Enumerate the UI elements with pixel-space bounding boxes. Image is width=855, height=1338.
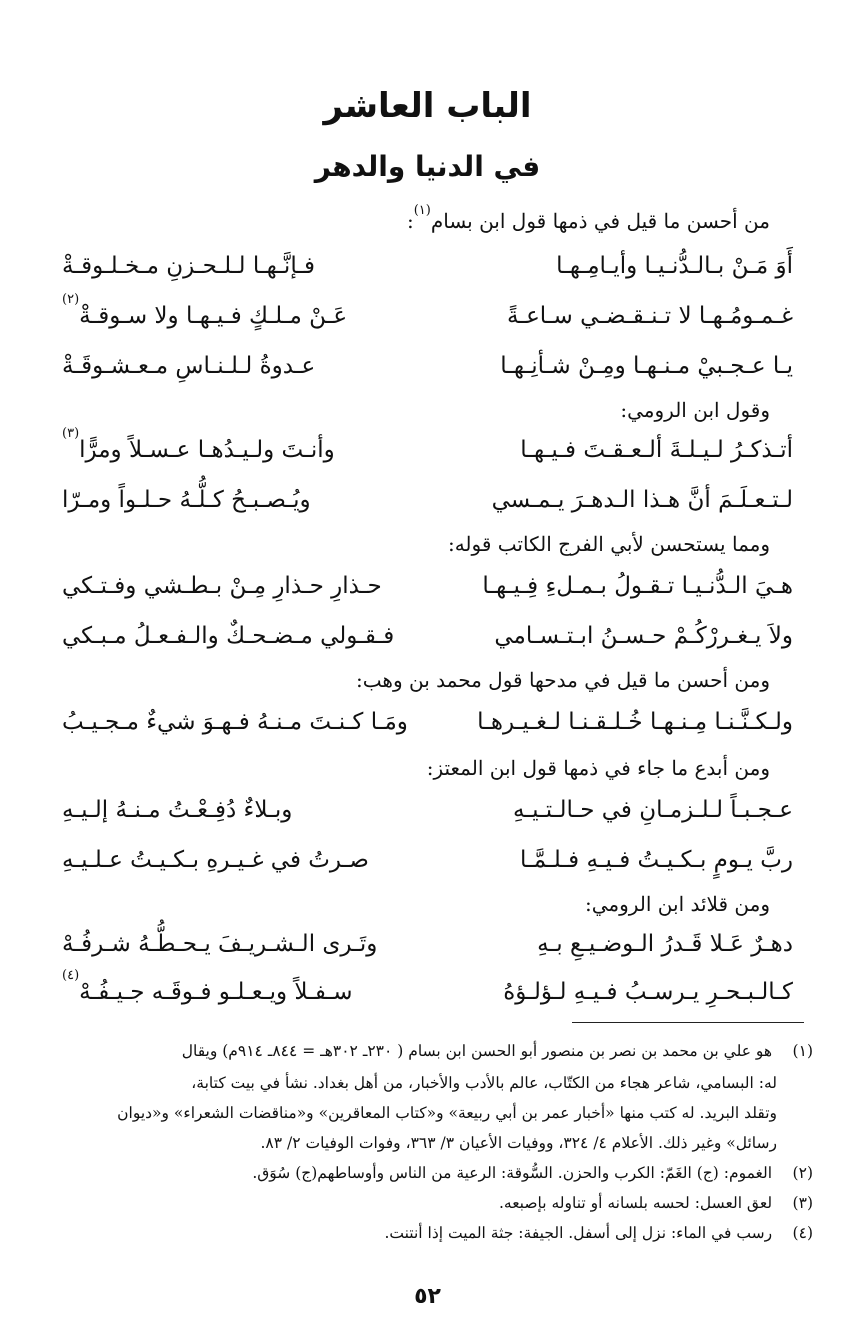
- verse-line: [62, 614, 793, 658]
- first-hemistich: غـمـومُـهـا لا تـنـقـضـي سـاعـةً: [507, 303, 793, 329]
- verse-line: [62, 700, 793, 744]
- intro-text: وقول ابن الرومي:: [620, 398, 770, 422]
- first-hemistich: دهـرٌ عَـلا قَـدرُ الـوضـيـعِ بـهِ: [537, 931, 793, 957]
- intro-paragraph: [70, 888, 770, 920]
- hemistich-text: صـرتُ في غـيـرهِ بـكـيـتُ عـلـيـهِ: [62, 847, 369, 873]
- verse-line: [62, 344, 793, 388]
- second-hemistich: [62, 700, 408, 744]
- first-hemistich: ولاَ يـغـررْكُـمْ حـسـنُ ابـتـسـامي: [494, 623, 793, 649]
- second-hemistich: [62, 344, 315, 388]
- second-hemistich: [62, 244, 315, 288]
- footnote-text: رسب في الماء: نزل إلى أسفل. الجيفة: جثة الميت إذا أنتنت.: [384, 1224, 773, 1242]
- second-hemistich: [62, 564, 382, 608]
- intro-paragraph: [70, 528, 770, 560]
- footnote-text: لعق العسل: لحسه بلسانه أو تناوله بإصبعه.: [498, 1194, 773, 1212]
- first-hemistich: لـتـعـلَـمَ أنَّ هـذا الـدهـرَ يـمـسي: [491, 487, 793, 513]
- verse-line: [62, 428, 793, 472]
- second-hemistich: [62, 788, 292, 832]
- intro-text: ومن أحسن ما قيل في مدحها قول محمد بن وهب:: [356, 668, 770, 692]
- hemistich-text: عـدوةُ لـلـنـاسِ مـعـشـوقَـةْ: [62, 353, 316, 379]
- verse-line: [62, 564, 793, 608]
- verse-line: [62, 970, 793, 1014]
- hemistich-text: حـذارِ حـذارِ مِـنْ بـطـشي وفـتـكي: [62, 573, 382, 599]
- footnote-ref: (٢): [62, 292, 80, 307]
- first-hemistich: أتـذكـرُ لـيـلـةَ ألـعـقـتَ فـيـهـا: [520, 437, 793, 463]
- footnote-1-line-2: له: البسامي، شاعر هجاء من الكتّاب، عالم بالأدب والأخبار، من أهل بغداد. نشأ في بيت كتابة،: [191, 1074, 777, 1092]
- footnote-number: (١): [792, 1042, 813, 1060]
- first-hemistich: كـالـبـحـرِ يـرسـبُ فـيـهِ لـؤلـؤهُ: [503, 979, 793, 1005]
- footnote-3: [38, 1190, 813, 1216]
- second-hemistich: [62, 478, 311, 522]
- first-hemistich: ولـكـنَّـنـا مِـنـهـا خُـلـقـنـا لـغـيـرهـا: [477, 709, 793, 735]
- footnote-number: (٣): [792, 1194, 813, 1212]
- footnote-separator: [572, 1022, 804, 1023]
- hemistich-text: وبـلاءٌ دُفِـعْـتُ مـنـهُ إلـيـهِ: [62, 797, 293, 823]
- footnote-ref: (٣): [62, 426, 80, 441]
- hemistich-text: ويُـصـبـحُ كـلُّـهُ حـلـواً ومـرّا: [62, 487, 311, 513]
- footnote-text: الغموم: (ج) الغَمّ: الكرب والحزن. السُّوقة: الرعية من الناس وأوساطهم(ج) سُوَق.: [252, 1164, 773, 1182]
- hemistich-text: سـفـلاً ويـعـلـو فـوقَـه جـيـفُـهْ: [79, 979, 353, 1005]
- intro-text: ومن أبدع ما جاء في ذمها قول ابن المعتز:: [426, 756, 770, 780]
- verse-line: [62, 478, 793, 522]
- footnote-2: [38, 1160, 813, 1186]
- hemistich-text: وتَـرى الـشـريـفَ يـحـطُّـهُ شـرفُـهْ: [62, 931, 378, 957]
- intro-paragraph: [70, 394, 770, 426]
- footnote-number: (٤): [792, 1224, 813, 1242]
- second-hemistich: [62, 970, 353, 1014]
- second-hemistich: [62, 838, 369, 882]
- footnote-1-line-4: رسائل» وغير ذلك. الأعلام ٤/ ٣٢٤، ووفيات الأعيان ٣/ ٣٦٣، وفوات الوفيات ٢/ ٨٣.: [260, 1134, 777, 1152]
- hemistich-text: ومَـا كـنـتَ مـنـهُ فـهـوَ شيءٌ مـجـيـبُ: [62, 709, 408, 735]
- first-hemistich: يـا عـجـبيْ مـنـهـا ومِـنْ شـأنِـهـا: [500, 353, 793, 379]
- footnote-ref: (١): [413, 203, 431, 218]
- verse-line: [62, 838, 793, 882]
- verse-line: [62, 244, 793, 288]
- intro-text: ومما يستحسن لأبي الفرج الكاتب قوله:: [447, 532, 770, 556]
- intro-text: من أحسن ما قيل في ذمها قول ابن بسام: [430, 209, 770, 233]
- first-hemistich: أَوَ مَـنْ بـالـدُّنـيـا وأيـامِـهـا: [556, 253, 793, 279]
- first-hemistich: عـجـبـاً لـلـزمـانِ في حـالـتـيـهِ: [513, 797, 793, 823]
- footnote-number: (٢): [792, 1164, 813, 1182]
- page-number: ٥٢: [414, 1284, 441, 1309]
- second-hemistich: [62, 294, 347, 338]
- footnote-text: هو علي بن محمد بن نصر بن منصور أبو الحسن ابن بسام ( ٢٣٠ـ ٣٠٢هـ = ٨٤٤ـ ٩١٤م) ويقال: [181, 1042, 773, 1060]
- verse-line: [62, 788, 793, 832]
- intro-colon: :: [406, 209, 414, 233]
- verse-line: [62, 294, 793, 338]
- hemistich-text: عَـنْ مـلـكٍ فـيـهـا ولا سـوقـةْ: [79, 303, 348, 329]
- hemistich-text: وأنـتَ ولـيـدُهـا عـسـلاً ومرًّا: [79, 437, 335, 463]
- second-hemistich: [62, 428, 335, 472]
- footnote-ref: (٤): [62, 968, 80, 983]
- hemistich-text: فـإنَّـهـا لـلـحـزنِ مـخـلـوقـةْ: [62, 253, 316, 279]
- footnote-1-line-3: وتقلد البريد. له كتب منها «أخبار عمر بن أبي ربيعة» و«كتاب المعاقرين» و«مناقضات الشعراء» و«ديوان: [117, 1104, 777, 1122]
- intro-text: ومن قلائد ابن الرومي:: [584, 892, 770, 916]
- second-hemistich: [62, 614, 394, 658]
- verse-line: [62, 922, 793, 966]
- hemistich-text: فـقـولي مـضـحـكٌ والـفـعـلُ مـبـكي: [62, 623, 395, 649]
- first-hemistich: ربَّ يـومٍ بـكـيـتُ فـيـهِ فـلـمَّـا: [520, 847, 793, 873]
- footnote-4: [38, 1220, 813, 1246]
- intro-paragraph: [70, 205, 770, 237]
- intro-paragraph: [70, 752, 770, 784]
- footnote-1: [38, 1038, 813, 1064]
- second-hemistich: [62, 922, 377, 966]
- first-hemistich: هـيَ الـدُّنـيـا تـقـولُ بـمـلءِ فِـيـهـا: [482, 573, 793, 599]
- intro-paragraph: [70, 664, 770, 696]
- chapter-subtitle: في الدنيا والدهر: [314, 150, 541, 183]
- chapter-title: الباب العاشر: [323, 86, 532, 126]
